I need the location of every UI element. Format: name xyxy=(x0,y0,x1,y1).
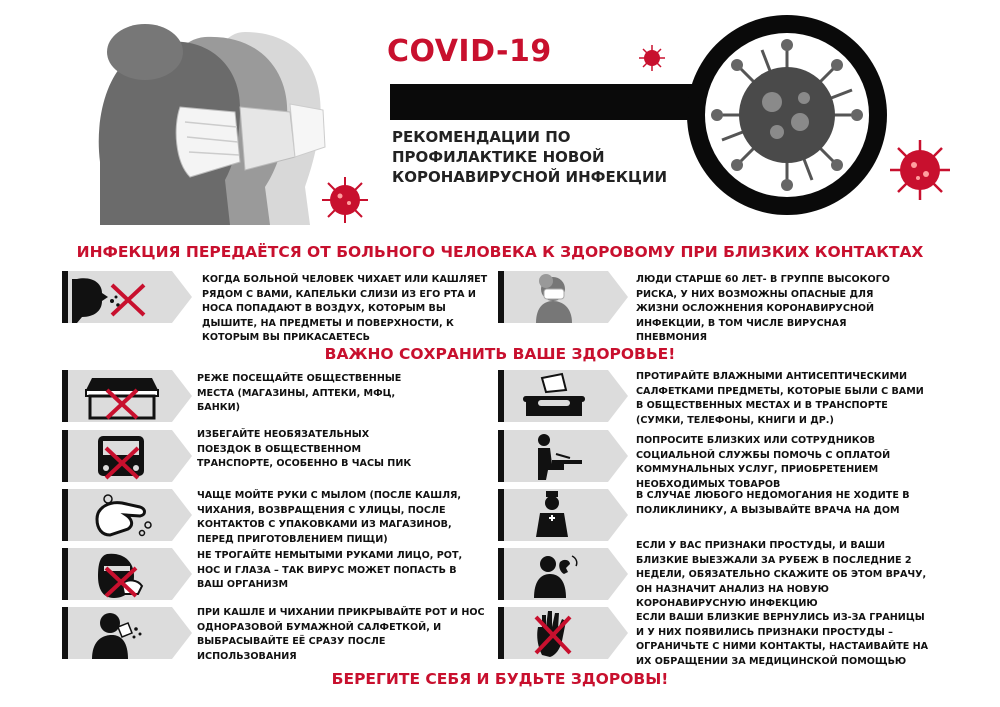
fact-text: КОГДА БОЛЬНОЙ ЧЕЛОВЕК ЧИХАЕТ ИЛИ КАШЛЯЕТ РЯДОМ С ВАМИ, КАПЕЛЬКИ СЛИЗИ ИЗ ЕГО РТА И НОСА ПОПАДАЮТ В ВОЗДУХ, КОТОРЫМ ВЫ ДЫШИТЕ, НА ПРЕДМЕТЫ И ПОВЕРХНОСТИ, К КОТОРЫМ ВЫ ПРИКАСАЕТЕСЬ xyxy=(202,274,488,343)
masked-faces-illustration xyxy=(95,12,345,227)
subtitle-line: РЕКОМЕНДАЦИИ ПО xyxy=(392,128,571,146)
tip-text: ИЗБЕГАЙТЕ НЕОБЯЗАТЕЛЬНЫХ ПОЕЗДОК В ОБЩЕСТВЕННОМ ТРАНСПОРТЕ, ОСОБЕННО В ЧАСЫ ПИК xyxy=(197,429,412,469)
page-title: COVID-19 xyxy=(387,34,552,69)
virus-icon xyxy=(320,175,370,225)
fact-text: ЛЮДИ СТАРШЕ 60 ЛЕТ- В ГРУППЕ ВЫСОКОГО РИСКА, У НИХ ВОЗМОЖНЫ ОПАСНЫЕ ДЛЯ ЖИЗНИ ОСЛОЖНЕНИЯ КОРОНАВИРУСНОЙ ИНФЕКЦИИ, В ТОМ ЧИСЛЕ ВИРУСНАЯ ПНЕВМОНИЯ xyxy=(636,274,890,343)
tip-text: ЕСЛИ У ВАС ПРИЗНАКИ ПРОСТУДЫ, И ВАШИ БЛИЗКИЕ ВЫЕЗЖАЛИ ЗА РУБЕЖ В ПОСЛЕДНИЕ 2 НЕДЕЛИ, ОБЯЗАТЕЛЬНО СКАЖИТЕ ОБ ЭТОМ ВРАЧУ, ОН НАЗНАЧИТ АНАЛИЗ НА НОВУЮ КОРОНАВИРУСНУЮ ИНФЕКЦИЮ xyxy=(636,540,927,609)
important-headline: ВАЖНО СОХРАНИТЬ ВАШЕ ЗДОРОВЬЕ! xyxy=(324,345,676,363)
tip-panel-bus xyxy=(62,430,182,482)
tip-panel-doctor xyxy=(498,489,618,541)
fact-panel-elderly xyxy=(498,271,618,323)
tip-text: ПРОТИРАЙТЕ ВЛАЖНЫМИ АНТИСЕПТИЧЕСКИМИ САЛФЕТКАМИ ПРЕДМЕТЫ, КОТОРЫЕ БЫЛИ С ВАМИ В ОБЩЕСТВЕННЫХ МЕСТАХ И В ТРАНСПОРТЕ (СУМКИ, ТЕЛЕФОНЫ, КНИГИ И ДР.) xyxy=(636,371,924,426)
page-subtitle xyxy=(392,127,682,187)
tip-text: ПОПРОСИТЕ БЛИЗКИХ ИЛИ СОТРУДНИКОВ СОЦИАЛЬНОЙ СЛУЖБЫ ПОМОЧЬ С ОПЛАТОЙ КОММУНАЛЬНЫХ УСЛУГ, ПРИОБРЕТЕНИЕМ НЕОБХОДИМЫХ ТОВАРОВ xyxy=(636,435,891,490)
tip-panel-wipes xyxy=(498,370,618,422)
tip-text: ЧАЩЕ МОЙТЕ РУКИ С МЫЛОМ (ПОСЛЕ КАШЛЯ, ЧИХАНИЯ, ВОЗВРАЩЕНИЯ С УЛИЦЫ, ПОСЛЕ КОНТАКТОВ С УПАКОВКАМИ ИЗ МАГАЗИНОВ, ПЕРЕД ПРИГОТОВЛЕНИЕМ ПИЩИ) xyxy=(197,490,462,545)
magnified-virus-icon xyxy=(682,10,892,220)
tip-panel-social xyxy=(498,430,618,482)
tip-text: РЕЖЕ ПОСЕЩАЙТЕ ОБЩЕСТВЕННЫЕ МЕСТА (МАГАЗИНЫ, АПТЕКИ, МФЦ, БАНКИ) xyxy=(197,373,402,413)
subtitle-line: ПРОФИЛАКТИКЕ НОВОЙ xyxy=(392,148,605,166)
tip-text: НЕ ТРОГАЙТЕ НЕМЫТЫМИ РУКАМИ ЛИЦО, РОТ, НОС И ГЛАЗА – ТАК ВИРУС МОЖЕТ ПОПАСТЬ В ВАШ ОРГАНИЗМ xyxy=(197,550,463,590)
tip-panel-handwash xyxy=(62,489,182,541)
transmission-headline: ИНФЕКЦИЯ ПЕРЕДАЁТСЯ ОТ БОЛЬНОГО ЧЕЛОВЕКА К ЗДОРОВОМУ ПРИ БЛИЗКИХ КОНТАКТАХ xyxy=(76,243,924,261)
fact-panel-sneeze xyxy=(62,271,182,323)
tip-panel-face xyxy=(62,548,182,600)
tip-text: ЕСЛИ ВАШИ БЛИЗКИЕ ВЕРНУЛИСЬ ИЗ-ЗА ГРАНИЦЫ И У НИХ ПОЯВИЛИСЬ ПРИЗНАКИ ПРОСТУДЫ – ОГРАНИЧЬТЕ С НИМИ КОНТАКТЫ, НАСТАИВАЙТЕ НА ИХ ОБРАЩЕНИИ ЗА МЕДИЦИНСКОЙ ПОМОЩЬЮ xyxy=(636,612,929,667)
tip-panel-stop xyxy=(498,607,618,659)
tip-panel-shop xyxy=(62,370,182,422)
closing-headline: БЕРЕГИТЕ СЕБЯ И БУДЬТЕ ЗДОРОВЫ! xyxy=(331,670,669,688)
magnifier-handle xyxy=(390,84,695,120)
tip-text: ПРИ КАШЛЕ И ЧИХАНИИ ПРИКРЫВАЙТЕ РОТ И НОС ОДНОРАЗОВОЙ БУМАЖНОЙ САЛФЕТКОЙ, И ВЫБРАСЫВАЙТЕ ЕЁ СРАЗУ ПОСЛЕ ИСПОЛЬЗОВАНИЯ xyxy=(197,607,485,662)
virus-icon xyxy=(638,44,666,72)
virus-icon xyxy=(888,138,952,202)
tip-text: В СЛУЧАЕ ЛЮБОГО НЕДОМОГАНИЯ НЕ ХОДИТЕ В ПОЛИКЛИНИКУ, А ВЫЗЫВАЙТЕ ВРАЧА НА ДОМ xyxy=(636,490,910,516)
tip-panel-cough xyxy=(62,607,182,659)
tip-panel-phone xyxy=(498,548,618,600)
subtitle-line: КОРОНАВИРУСНОЙ ИНФЕКЦИИ xyxy=(392,168,668,186)
